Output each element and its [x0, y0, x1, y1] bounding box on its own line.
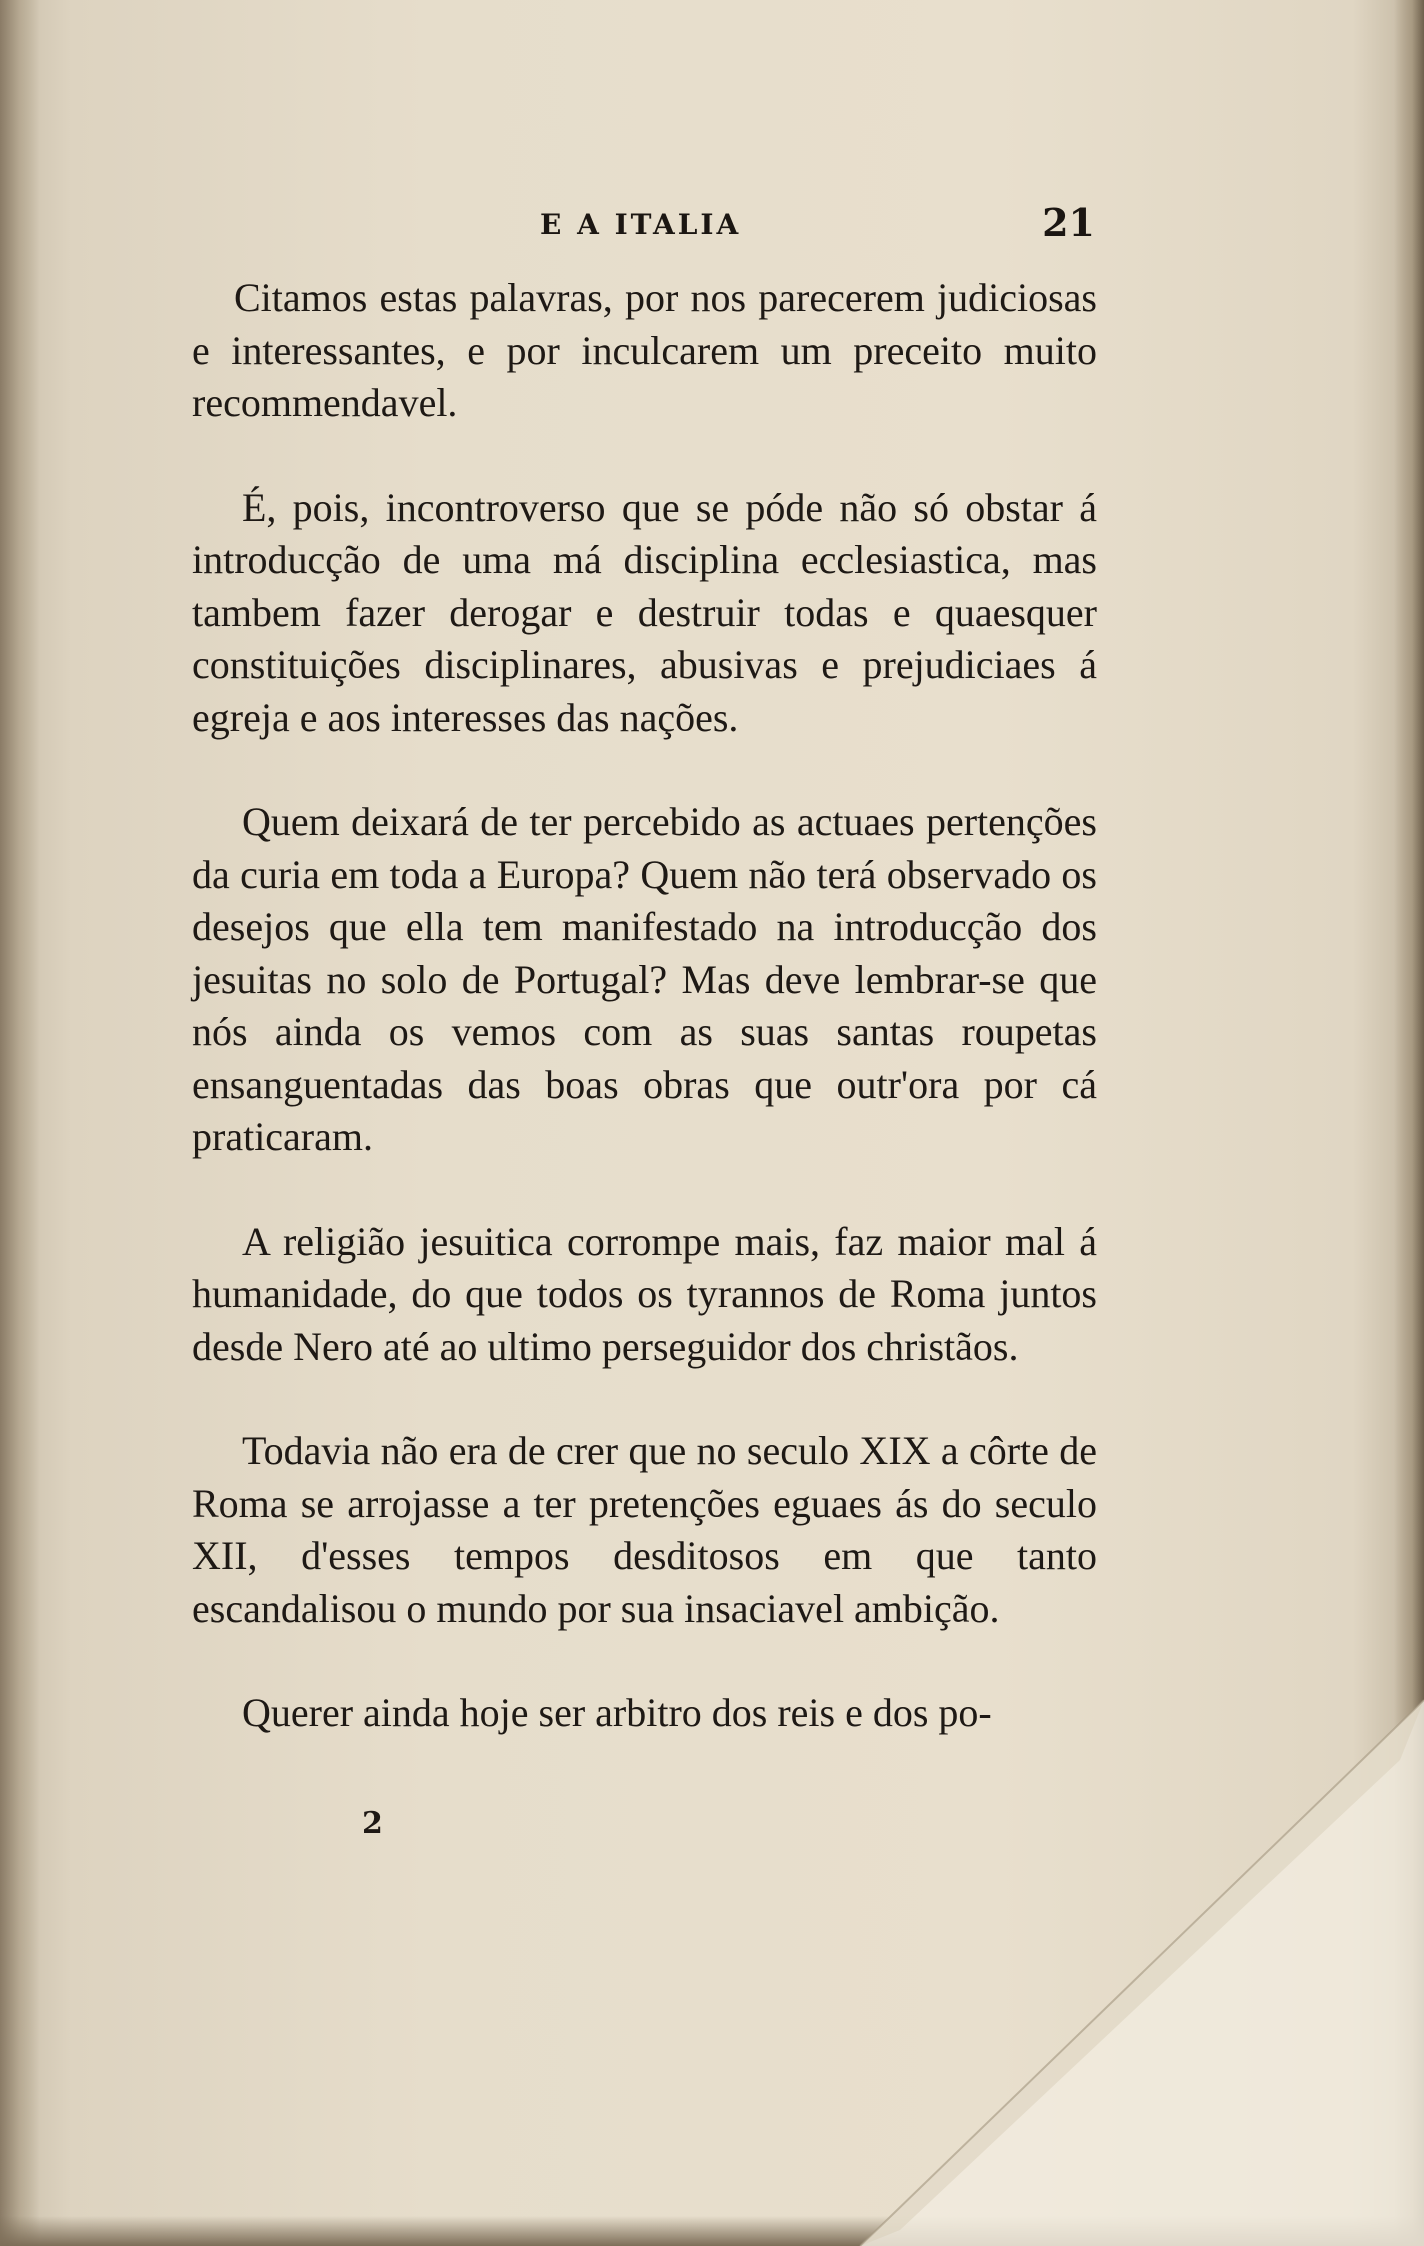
page-number: 21: [1042, 200, 1095, 245]
paragraph: A religião jesuitica corrompe mais, faz maior mal á humanidade, do que todos os tyrannos de Roma juntos desde Nero até ao ultimo perseguidor dos christãos.: [192, 1218, 1097, 1369]
paragraph: Quem deixará de ter percebido as actuaes pertenções da curia em toda a Europa? Quem não terá observado os desejos que ella tem manifestado na introducção dos jesuitas no solo de Portugal? Mas deve lembrar-se que nós ainda os vemos com as suas santas roupetas ensanguentadas das boas obras que outr'ora por cá praticaram.: [192, 799, 1097, 1159]
signature-mark: 2: [362, 1806, 383, 1841]
running-title: E A ITALIA: [540, 208, 742, 241]
body-text: [192, 272, 1097, 1740]
paragraph: Citamos estas palavras, por nos parecerem judiciosas e interessantes, e por inculcarem um preceito muito recommendavel.: [192, 275, 1097, 425]
paragraph: Todavia não era de crer que no seculo XIX a côrte de Roma se arrojasse a ter pretenções eguaes ás do seculo XII, d'esses tempos desditosos em que tanto escandalisou o mundo por sua insaciavel ambição.: [192, 1428, 1097, 1631]
page-header: [190, 200, 1095, 250]
paragraph: É, pois, incontroverso que se póde não só obstar á introducção de uma má disciplina ecclesiastica, mas tambem fazer derogar e destruir todas e quaesquer constituições disciplinares, abusivas e prejudiciaes á egreja e aos interesses das nações.: [192, 484, 1097, 740]
paragraph: Querer ainda hoje ser arbitro dos reis e dos po-: [242, 1690, 992, 1735]
